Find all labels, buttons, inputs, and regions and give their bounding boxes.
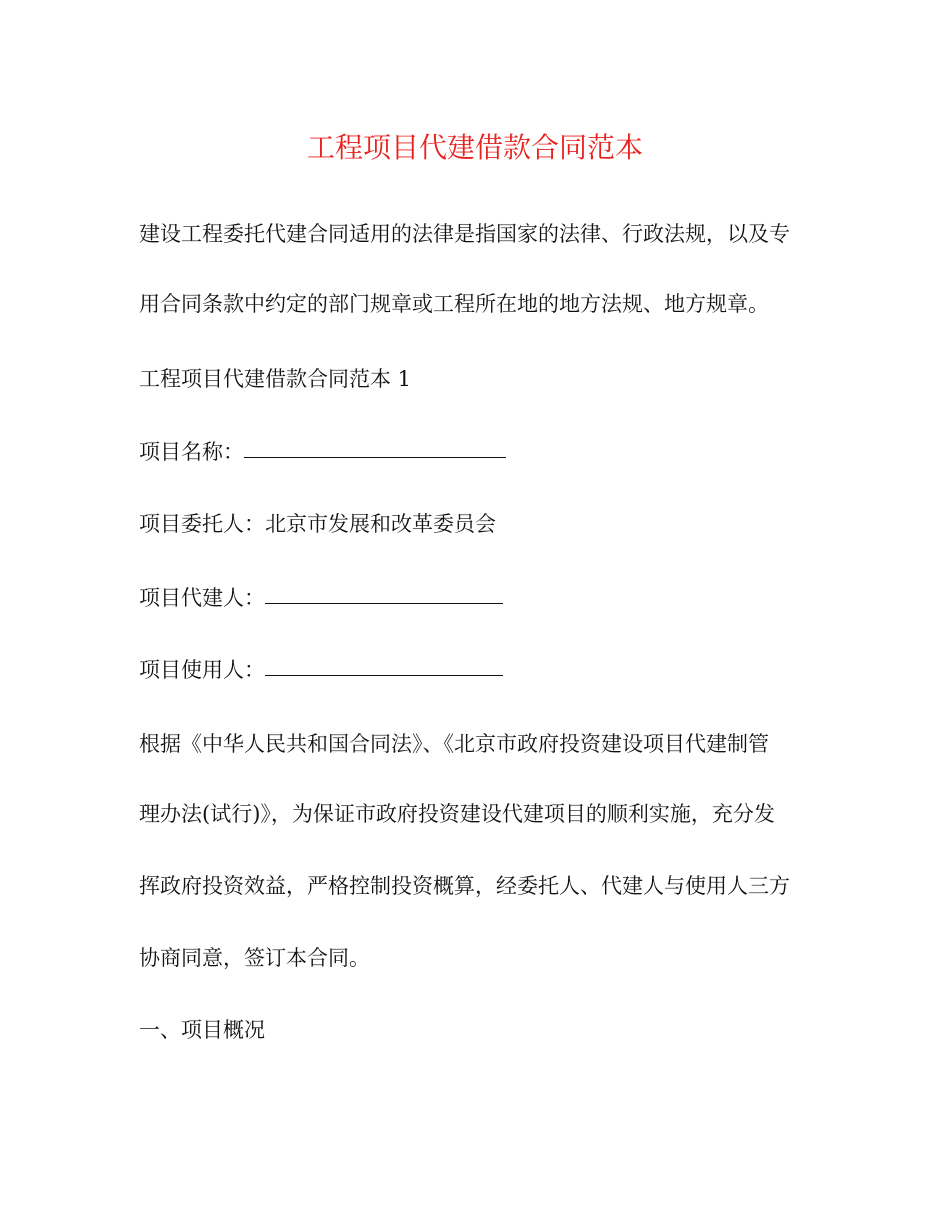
project-user-label: 项目使用人： bbox=[139, 658, 265, 682]
project-name-blank-line bbox=[244, 456, 506, 458]
basis-line-3: 挥政府投资效益，严格控制投资概算，经委托人、代建人与使用人三方 bbox=[139, 874, 790, 898]
basis-line-2: 理办法(试行)》，为保证市政府投资建设代建项目的顺利实施，充分发 bbox=[139, 802, 775, 826]
project-user-row bbox=[139, 655, 819, 685]
contract-subtitle: 工程项目代建借款合同范本 1 bbox=[139, 367, 412, 391]
project-agent-row bbox=[139, 583, 819, 613]
project-agent-label: 项目代建人： bbox=[139, 586, 265, 610]
project-name-label: 项目名称： bbox=[139, 440, 244, 464]
project-client-line: 项目委托人：北京市发展和改革委员会 bbox=[139, 512, 496, 536]
section-heading-project-overview: 一、项目概况 bbox=[139, 1018, 265, 1042]
project-name-row bbox=[139, 437, 819, 467]
basis-line-1: 根据《中华人民共和国合同法》、《北京市政府投资建设项目代建制管 bbox=[139, 732, 769, 756]
intro-line-2: 用合同条款中约定的部门规章或工程所在地的地方法规、地方规章。 bbox=[139, 292, 769, 316]
project-user-blank-line bbox=[265, 674, 503, 676]
intro-line-1: 建设工程委托代建合同适用的法律是指国家的法律、行政法规，以及专 bbox=[139, 222, 790, 246]
project-agent-blank-line bbox=[265, 602, 503, 604]
basis-line-4: 协商同意，签订本合同。 bbox=[139, 946, 370, 970]
document-title: 工程项目代建借款合同范本 bbox=[306, 131, 643, 164]
